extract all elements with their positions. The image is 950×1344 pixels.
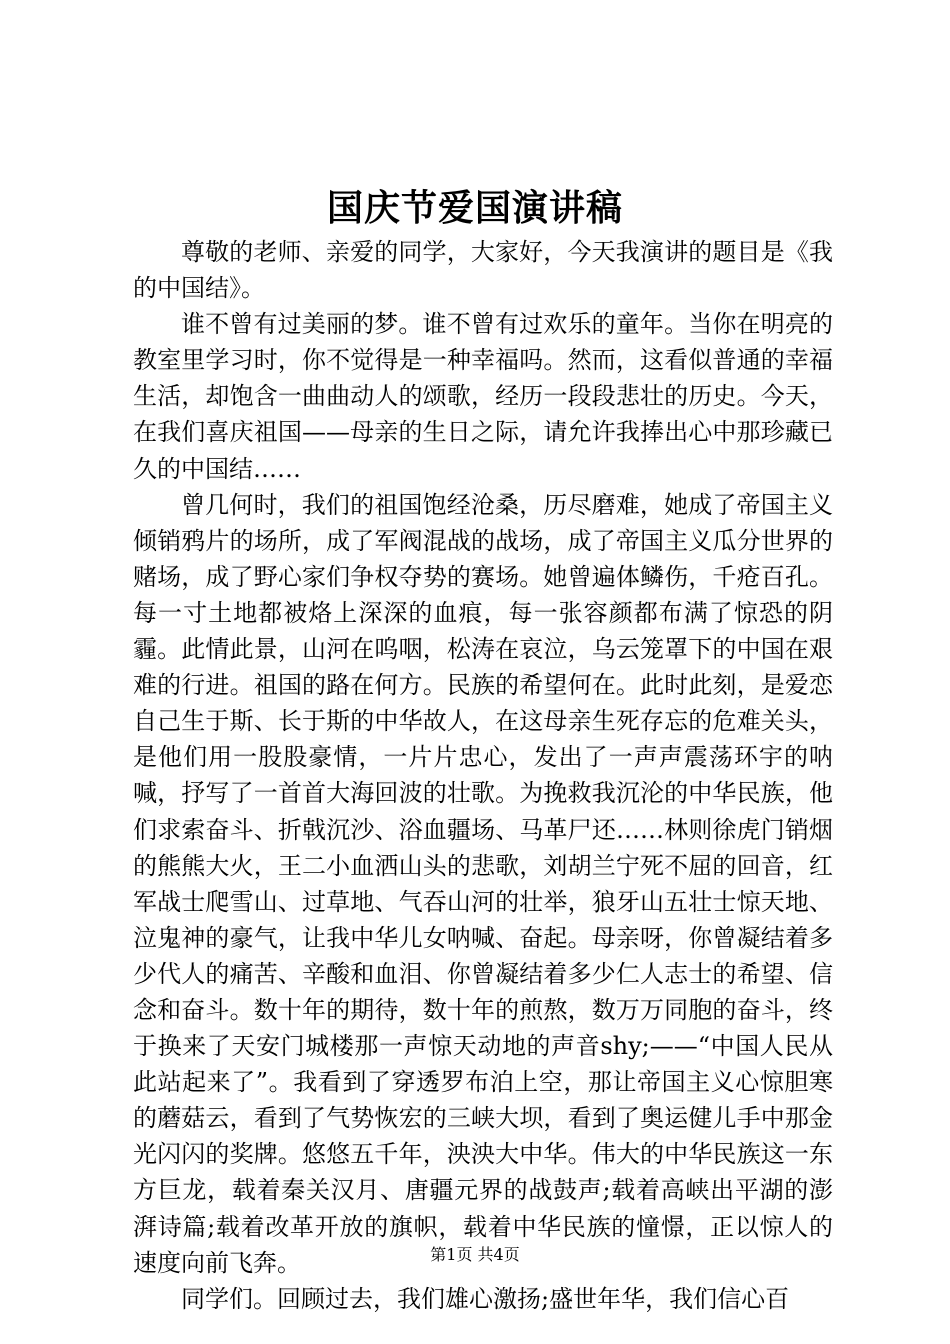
paragraph: 曾几何时，我们的祖国饱经沧桑，历尽磨难，她成了帝国主义倾销鸦片的场所，成了军阀混战的战场，成了帝国主义瓜分世界的赌场，成了野心家们争权夺势的赛场。她曾遍体鳞伤，千疮百孔。每一寸土地都被烙上深深的血痕，每一张容颜都布满了惊恐的阴霾。此情此景，山河在呜咽，松涛在哀泣，乌云笼罩下的中国在艰难的行进。祖国的路在何方。民族的希望何在。此时此刻，是爱恋自己生于斯、长于斯的中华故人，在这母亲生死存忘的危难关头，是他们用一股股豪情，一片片忠心，发出了一声声震荡环宇的呐喊，抒写了一首首大海回波的壮歌。为挽救我沉沦的中华民族，他们求索奋斗、折戟沉沙、浴血疆场、马革尸还……林则徐虎门销烟的熊熊大火，王二小血洒山头的悲歌，刘胡兰宁死不屈的回音，红军战士爬雪山、过草地、气吞山河的壮举，狼牙山五壮士惊天地、泣鬼神的豪气，让我中华儿女呐喊、奋起。母亲呀，你曾凝结着多少代人的痛苦、辛酸和血泪、你曾凝结着多少仁人志士的希望、信念和奋斗。数十年的期待，数十年的煎熬，数万万同胞的奋斗，终于换来了天安门城楼那一声惊天动地的声音shy;——“中国人民从此站起来了”。我看到了穿透罗布泊上空，那让帝国主义心惊胆寒的蘑菇云，看到了气势恢宏的三峡大坝，看到了奥运健儿手中那金光闪闪的奖牌。悠悠五千年，泱泱大中华。伟大的中华民族这一东方巨龙，载着秦关汉月、唐疆元界的战鼓声;载着高峡出平湖的澎湃诗篇;载着改革开放的旗帜，载着中华民族的憧憬，正以惊人的速度向前飞奔。 [133,490,833,1277]
paragraph: 谁不曾有过美丽的梦。谁不曾有过欢乐的童年。当你在明亮的教室里学习时，你不觉得是一种幸福吗。然而，这看似普通的幸福生活，却饱含一曲曲动人的颂歌，经历一段段悲壮的历史。今天，在我们喜庆祖国——母亲的生日之际，请允许我捧出心中那珍藏已久的中国结…… [133,310,833,483]
document-body [133,234,833,1317]
paragraph: 同学们。回顾过去，我们雄心激扬;盛世年华，我们信心百 [181,1284,790,1313]
page-footer: 第1页 共4页 [430,1245,520,1264]
document-title: 国庆节爱国演讲稿 [326,187,623,229]
paragraph: 尊敬的老师、亲爱的同学，大家好，今天我演讲的题目是《我的中国结》。 [133,238,833,303]
